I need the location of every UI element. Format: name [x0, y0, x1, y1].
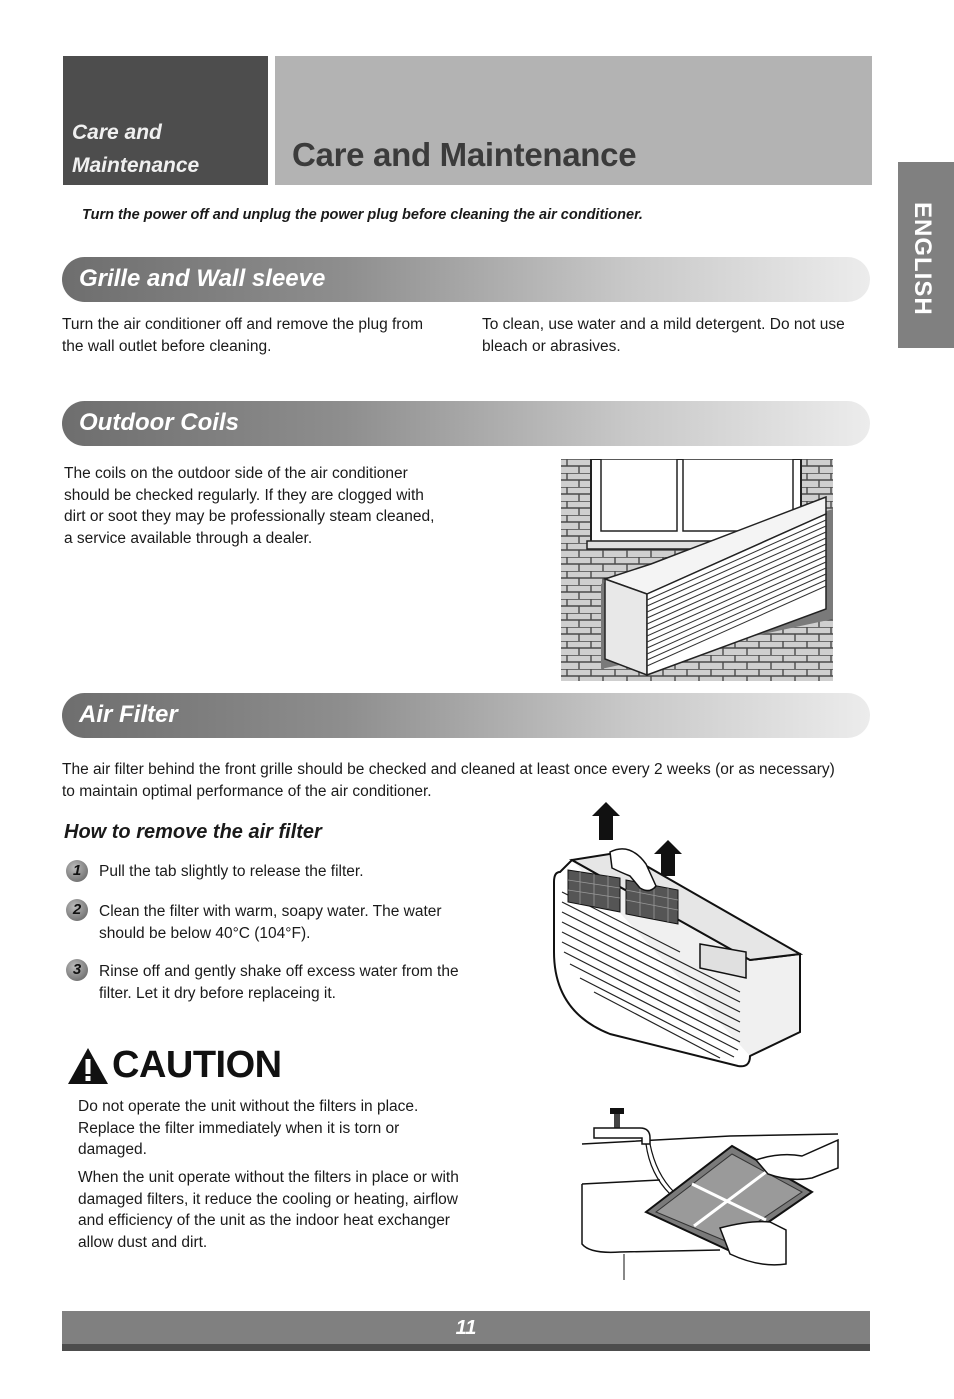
section-band-grille	[62, 257, 870, 302]
grille-left-line-2: the wall outlet before cleaning.	[62, 337, 272, 355]
warning-triangle-icon	[66, 1046, 110, 1086]
outdoor-line-4: a service available through a dealer.	[64, 529, 313, 547]
language-label: ENGLISH	[909, 202, 936, 316]
section-band-outdoor	[62, 401, 870, 446]
step-1-badge: 1	[66, 860, 88, 882]
faucet-icon	[594, 1108, 650, 1144]
caution-paragraph-1	[78, 1096, 498, 1161]
air-filter-intro	[62, 759, 882, 802]
step-2-badge: 2	[66, 899, 88, 921]
grille-text-left	[62, 314, 462, 357]
caution-p2-line-1: When the unit operate without the filters in place or with	[78, 1169, 459, 1186]
footer-rule	[62, 1344, 870, 1351]
caution-p2-line-4: allow dust and dirt.	[78, 1233, 208, 1251]
step-1-line-1: Pull the tab slightly to release the filter.	[99, 863, 364, 880]
step-3-text	[99, 961, 489, 1004]
step-2-text	[99, 901, 489, 944]
section-label-box	[63, 56, 268, 185]
how-to-heading: How to remove the air filter	[64, 821, 322, 843]
air-filter-intro-line-2: to maintain optimal performance of the air conditioner.	[62, 782, 432, 800]
caution-p2-line-3: and efficiency of the unit as the indoor heat exchanger	[78, 1212, 450, 1229]
page-footer	[62, 1311, 870, 1344]
outdoor-line-2: should be checked regularly. If they are clogged with	[64, 486, 424, 504]
section-band-air-filter	[62, 693, 870, 738]
caution-p2-line-2: damaged filters, it reduce the cooling or heating, airflow	[78, 1190, 458, 1208]
language-tab	[898, 162, 954, 348]
filter-washing-illustration	[580, 1104, 840, 1282]
air-filter-intro-line-1: The air filter behind the front grille should be checked and cleaned at least once every 2 weeks (or as necessary)	[62, 761, 835, 778]
page-title: Care and Maintenance	[292, 136, 637, 173]
section-heading-grille: Grille and Wall sleeve	[79, 265, 326, 292]
title-box	[275, 56, 872, 185]
caution-p1-line-1: Do not operate the unit without the filters in place.	[78, 1098, 419, 1115]
step-2-line-1: Clean the filter with warm, soapy water. The water	[99, 903, 442, 920]
section-label-line-2: Maintenance	[72, 154, 200, 177]
section-label-line-1: Care and	[72, 121, 162, 144]
step-2-line-2: should be below 40°C (104°F).	[99, 924, 311, 942]
step-3-badge: 3	[66, 959, 88, 981]
grille-right-line-2: bleach or abrasives.	[482, 337, 621, 355]
grille-left-line-1: Turn the air conditioner off and remove the plug from	[62, 316, 424, 333]
caution-paragraph-2	[78, 1167, 498, 1253]
section-heading-outdoor: Outdoor Coils	[79, 409, 239, 436]
up-arrow-icon-2	[654, 840, 682, 876]
section-heading-air-filter: Air Filter	[79, 701, 178, 728]
outdoor-text	[64, 463, 484, 549]
filter-removal-illustration	[550, 802, 806, 1070]
caution-heading	[66, 1044, 282, 1090]
step-1-text	[99, 861, 489, 883]
power-warning: Turn the power off and unplug the power plug before cleaning the air conditioner.	[82, 207, 643, 223]
step-3-line-1: Rinse off and gently shake off excess water from the	[99, 963, 459, 980]
grille-text-right	[482, 314, 872, 357]
caution-word: CAUTION	[112, 1044, 282, 1086]
step-3-line-2: filter. Let it dry before replaceing it.	[99, 984, 336, 1002]
page-number: 11	[455, 1317, 477, 1339]
caution-p1-line-3: damaged.	[78, 1141, 147, 1158]
outdoor-line-1: The coils on the outdoor side of the air conditioner	[64, 465, 408, 482]
section-label	[72, 116, 199, 182]
outdoor-unit-illustration	[561, 459, 833, 681]
up-arrow-icon	[592, 802, 620, 840]
outdoor-line-3: dirt or soot they may be professionally steam cleaned,	[64, 508, 435, 525]
caution-p1-line-2: Replace the filter immediately when it is torn or	[78, 1119, 400, 1137]
grille-right-line-1: To clean, use water and a mild detergent. Do not use	[482, 316, 845, 333]
